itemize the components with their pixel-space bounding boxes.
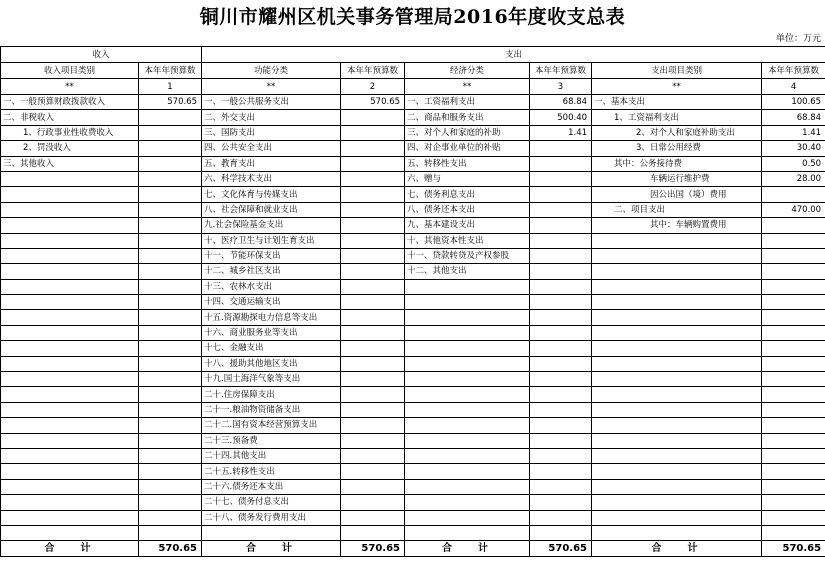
econ-value xyxy=(530,433,592,448)
income-item xyxy=(1,525,139,540)
income-value xyxy=(139,372,202,387)
income-value xyxy=(139,156,202,171)
income-item xyxy=(1,310,139,325)
func-item: 二十四.其他支出 xyxy=(202,448,341,463)
exp-value: 30.40 xyxy=(762,141,825,156)
func-item: 十六、商业服务业等支出 xyxy=(202,325,341,340)
func-item: 十二、城乡社区支出 xyxy=(202,264,341,279)
econ-item xyxy=(405,433,530,448)
num-cell: 2 xyxy=(341,79,405,95)
econ-item xyxy=(405,387,530,402)
exp-item: 二、项目支出 xyxy=(592,202,762,217)
econ-value xyxy=(530,387,592,402)
func-value xyxy=(341,125,405,140)
table-row xyxy=(1,464,825,479)
econ-item xyxy=(405,402,530,417)
exp-value xyxy=(762,233,825,248)
income-value xyxy=(139,264,202,279)
econ-value xyxy=(530,233,592,248)
econ-item xyxy=(405,464,530,479)
func-item: 五、教育支出 xyxy=(202,156,341,171)
table-row xyxy=(1,141,825,156)
income-item xyxy=(1,248,139,263)
table-row xyxy=(1,402,825,417)
exp-value xyxy=(762,310,825,325)
econ-value xyxy=(530,510,592,525)
econ-item: 七、债务利息支出 xyxy=(405,187,530,202)
exp-value xyxy=(762,387,825,402)
income-item: 二、非税收入 xyxy=(1,110,139,125)
econ-item xyxy=(405,356,530,371)
func-item: 十一、节能环保支出 xyxy=(202,248,341,263)
func-value xyxy=(341,325,405,340)
table-row xyxy=(1,248,825,263)
table-row xyxy=(1,218,825,233)
func-value xyxy=(341,156,405,171)
table-row xyxy=(1,433,825,448)
econ-value xyxy=(530,310,592,325)
econ-item xyxy=(405,525,530,540)
func-value xyxy=(341,310,405,325)
func-value xyxy=(341,295,405,310)
exp-value xyxy=(762,341,825,356)
table-row xyxy=(1,264,825,279)
exp-value xyxy=(762,372,825,387)
func-item: 十五.资源勘探电力信息等支出 xyxy=(202,310,341,325)
total-exp: 570.65 xyxy=(762,541,825,557)
exp-item: 其中：公务接待费 xyxy=(592,156,762,171)
page-title: 铜川市耀州区机关事务管理局2016年度收支总表 xyxy=(199,6,626,28)
econ-item xyxy=(405,479,530,494)
budget-table xyxy=(0,46,825,557)
exp-item xyxy=(592,356,762,371)
func-item: 二十三.预备费 xyxy=(202,433,341,448)
econ-value xyxy=(530,279,592,294)
star-cell: ** xyxy=(202,79,341,95)
exp-value xyxy=(762,325,825,340)
table-row xyxy=(1,495,825,510)
income-value xyxy=(139,356,202,371)
income-item xyxy=(1,202,139,217)
col-econ: 经济分类 xyxy=(405,63,530,79)
econ-item: 十、其他资本性支出 xyxy=(405,233,530,248)
income-header: 收入 xyxy=(1,47,202,63)
econ-value: 500.40 xyxy=(530,110,592,125)
func-item: 二十五.转移性支出 xyxy=(202,464,341,479)
econ-value xyxy=(530,525,592,540)
table-row xyxy=(1,125,825,140)
income-item: 2、罚没收入 xyxy=(1,141,139,156)
econ-item xyxy=(405,341,530,356)
exp-item xyxy=(592,264,762,279)
func-item: 七、文化体育与传媒支出 xyxy=(202,187,341,202)
func-value xyxy=(341,387,405,402)
exp-value: 28.00 xyxy=(762,171,825,186)
income-value xyxy=(139,448,202,463)
func-value xyxy=(341,110,405,125)
func-item: 一、一般公共服务支出 xyxy=(202,95,341,110)
func-value xyxy=(341,233,405,248)
exp-item: 车辆运行维护费 xyxy=(592,171,762,186)
income-value xyxy=(139,510,202,525)
col-budget-4: 本年年预算数 xyxy=(762,63,825,79)
income-value xyxy=(139,279,202,294)
exp-value xyxy=(762,248,825,263)
income-value: 570.65 xyxy=(139,95,202,110)
col-budget-3: 本年年预算数 xyxy=(530,63,592,79)
num-cell: 1 xyxy=(139,79,202,95)
func-value xyxy=(341,402,405,417)
unit-label: 单位：万元 xyxy=(775,34,821,44)
income-value xyxy=(139,479,202,494)
income-value xyxy=(139,233,202,248)
econ-item xyxy=(405,495,530,510)
exp-item xyxy=(592,233,762,248)
func-value: 570.65 xyxy=(341,95,405,110)
econ-item xyxy=(405,372,530,387)
exp-item: 2、对个人和家庭补助支出 xyxy=(592,125,762,140)
exp-item: 其中：车辆购置费用 xyxy=(592,218,762,233)
income-value xyxy=(139,525,202,540)
econ-value xyxy=(530,448,592,463)
exp-value xyxy=(762,433,825,448)
func-item: 十八、援助其他地区支出 xyxy=(202,356,341,371)
income-item xyxy=(1,448,139,463)
income-value xyxy=(139,141,202,156)
exp-value: 68.84 xyxy=(762,110,825,125)
table-row xyxy=(1,233,825,248)
econ-value xyxy=(530,418,592,433)
func-item: 二十六.债务还本支出 xyxy=(202,479,341,494)
func-value xyxy=(341,141,405,156)
econ-item xyxy=(405,295,530,310)
exp-item: 一、基本支出 xyxy=(592,95,762,110)
exp-item xyxy=(592,510,762,525)
table-row xyxy=(1,202,825,217)
exp-value xyxy=(762,218,825,233)
econ-value xyxy=(530,171,592,186)
econ-item: 二、商品和服务支出 xyxy=(405,110,530,125)
income-value xyxy=(139,418,202,433)
econ-item: 四、对企事业单位的补贴 xyxy=(405,141,530,156)
exp-value xyxy=(762,448,825,463)
star-cell: ** xyxy=(1,79,139,95)
func-item: 二、外交支出 xyxy=(202,110,341,125)
func-value xyxy=(341,356,405,371)
table-row xyxy=(1,325,825,340)
func-item: 十七、金融支出 xyxy=(202,341,341,356)
func-value xyxy=(341,171,405,186)
econ-item: 一、工资福利支出 xyxy=(405,95,530,110)
func-item: 十三、农林水支出 xyxy=(202,279,341,294)
econ-value xyxy=(530,264,592,279)
table-row xyxy=(1,525,825,540)
exp-value: 0.50 xyxy=(762,156,825,171)
func-value xyxy=(341,448,405,463)
income-value xyxy=(139,187,202,202)
econ-value xyxy=(530,372,592,387)
econ-value xyxy=(530,248,592,263)
econ-value xyxy=(530,218,592,233)
econ-item: 八、债务还本支出 xyxy=(405,202,530,217)
econ-item: 十二、其他支出 xyxy=(405,264,530,279)
exp-value xyxy=(762,464,825,479)
econ-item xyxy=(405,279,530,294)
expense-header: 支出 xyxy=(202,47,825,63)
income-value xyxy=(139,171,202,186)
income-item xyxy=(1,341,139,356)
table-row xyxy=(1,95,825,110)
income-value xyxy=(139,202,202,217)
econ-value xyxy=(530,464,592,479)
exp-item xyxy=(592,387,762,402)
exp-item xyxy=(592,495,762,510)
table-row xyxy=(1,510,825,525)
total-label: 合计 xyxy=(202,541,341,557)
func-item: 三、国防支出 xyxy=(202,125,341,140)
income-item xyxy=(1,479,139,494)
econ-value: 68.84 xyxy=(530,95,592,110)
exp-value: 470.00 xyxy=(762,202,825,217)
func-value xyxy=(341,495,405,510)
total-label: 合计 xyxy=(405,541,530,557)
econ-value xyxy=(530,202,592,217)
econ-item: 三、对个人和家庭的补助 xyxy=(405,125,530,140)
econ-value xyxy=(530,156,592,171)
income-value xyxy=(139,433,202,448)
income-value xyxy=(139,341,202,356)
exp-item: 1、工资福利支出 xyxy=(592,110,762,125)
func-value xyxy=(341,279,405,294)
func-value xyxy=(341,433,405,448)
exp-item xyxy=(592,295,762,310)
exp-item xyxy=(592,433,762,448)
econ-value xyxy=(530,141,592,156)
income-value xyxy=(139,110,202,125)
exp-item xyxy=(592,464,762,479)
col-func: 功能分类 xyxy=(202,63,341,79)
exp-value xyxy=(762,295,825,310)
income-item: 一、一般预算财政拨款收入 xyxy=(1,95,139,110)
income-value xyxy=(139,464,202,479)
exp-item: 因公出国（境）费用 xyxy=(592,187,762,202)
table-row xyxy=(1,156,825,171)
func-value xyxy=(341,418,405,433)
star-cell: ** xyxy=(592,79,762,95)
exp-item xyxy=(592,325,762,340)
income-item xyxy=(1,495,139,510)
table-row xyxy=(1,387,825,402)
income-item xyxy=(1,387,139,402)
income-item xyxy=(1,356,139,371)
econ-value xyxy=(530,187,592,202)
exp-value: 100.65 xyxy=(762,95,825,110)
exp-item xyxy=(592,402,762,417)
econ-item xyxy=(405,448,530,463)
func-value xyxy=(341,372,405,387)
total-func: 570.65 xyxy=(341,541,405,557)
table-row xyxy=(1,295,825,310)
income-item xyxy=(1,510,139,525)
income-value xyxy=(139,125,202,140)
income-item xyxy=(1,402,139,417)
income-item xyxy=(1,295,139,310)
exp-item xyxy=(592,279,762,294)
func-value xyxy=(341,202,405,217)
income-item xyxy=(1,279,139,294)
func-value xyxy=(341,525,405,540)
func-value xyxy=(341,341,405,356)
exp-value xyxy=(762,495,825,510)
exp-item xyxy=(592,341,762,356)
exp-value xyxy=(762,479,825,494)
income-value xyxy=(139,218,202,233)
income-item xyxy=(1,187,139,202)
econ-item xyxy=(405,510,530,525)
income-value xyxy=(139,402,202,417)
exp-value xyxy=(762,525,825,540)
econ-value xyxy=(530,295,592,310)
num-cell: 4 xyxy=(762,79,825,95)
income-item: 1、行政事业性收费收入 xyxy=(1,125,139,140)
func-item: 二十.住房保障支出 xyxy=(202,387,341,402)
func-item: 四、公共安全支出 xyxy=(202,141,341,156)
income-item xyxy=(1,372,139,387)
exp-item: 3、日常公用经费 xyxy=(592,141,762,156)
econ-value xyxy=(530,341,592,356)
func-item: 二十七、债务付息支出 xyxy=(202,495,341,510)
table-row xyxy=(1,279,825,294)
income-value xyxy=(139,310,202,325)
exp-value xyxy=(762,264,825,279)
table-row xyxy=(1,479,825,494)
income-item xyxy=(1,233,139,248)
exp-item xyxy=(592,310,762,325)
exp-value xyxy=(762,402,825,417)
econ-item: 五、转移性支出 xyxy=(405,156,530,171)
econ-value xyxy=(530,495,592,510)
func-item: 十九.国土海洋气象等支出 xyxy=(202,372,341,387)
total-row xyxy=(1,541,825,557)
econ-item xyxy=(405,418,530,433)
col-exp-type: 支出项目类别 xyxy=(592,63,762,79)
exp-value xyxy=(762,187,825,202)
table-row xyxy=(1,356,825,371)
exp-item xyxy=(592,248,762,263)
econ-item: 十一、贷款转贷及产权参股 xyxy=(405,248,530,263)
income-item xyxy=(1,171,139,186)
table-row xyxy=(1,418,825,433)
col-budget-2: 本年年预算数 xyxy=(341,63,405,79)
total-econ: 570.65 xyxy=(530,541,592,557)
col-income-type: 收入项目类别 xyxy=(1,63,139,79)
exp-value xyxy=(762,356,825,371)
income-item xyxy=(1,264,139,279)
func-item: 九.社会保险基金支出 xyxy=(202,218,341,233)
func-value xyxy=(341,187,405,202)
income-value xyxy=(139,295,202,310)
func-item: 二十二.国有资本经营预算支出 xyxy=(202,418,341,433)
func-value xyxy=(341,218,405,233)
table-row xyxy=(1,310,825,325)
num-cell: 3 xyxy=(530,79,592,95)
econ-value: 1.41 xyxy=(530,125,592,140)
total-label: 合计 xyxy=(592,541,762,557)
econ-item xyxy=(405,325,530,340)
func-value xyxy=(341,464,405,479)
income-item xyxy=(1,464,139,479)
star-cell: ** xyxy=(405,79,530,95)
table-row xyxy=(1,448,825,463)
func-item: 十四、交通运输支出 xyxy=(202,295,341,310)
exp-value: 1.41 xyxy=(762,125,825,140)
exp-item xyxy=(592,448,762,463)
func-item: 二十八、债务发行费用支出 xyxy=(202,510,341,525)
total-label: 合计 xyxy=(1,541,139,557)
func-item xyxy=(202,525,341,540)
exp-item xyxy=(592,525,762,540)
econ-value xyxy=(530,325,592,340)
func-value xyxy=(341,264,405,279)
exp-value xyxy=(762,279,825,294)
income-value xyxy=(139,248,202,263)
table-row xyxy=(1,171,825,186)
income-item: 三、其他收入 xyxy=(1,156,139,171)
exp-value xyxy=(762,510,825,525)
col-budget-1: 本年年预算数 xyxy=(139,63,202,79)
income-value xyxy=(139,495,202,510)
income-item xyxy=(1,433,139,448)
econ-item xyxy=(405,310,530,325)
func-value xyxy=(341,248,405,263)
econ-item: 九、基本建设支出 xyxy=(405,218,530,233)
func-value xyxy=(341,479,405,494)
func-item: 八、社会保障和就业支出 xyxy=(202,202,341,217)
income-value xyxy=(139,387,202,402)
income-value xyxy=(139,325,202,340)
func-value xyxy=(341,510,405,525)
income-item xyxy=(1,218,139,233)
func-item: 十、医疗卫生与计划生育支出 xyxy=(202,233,341,248)
income-item xyxy=(1,325,139,340)
exp-item xyxy=(592,418,762,433)
func-item: 二十一.粮油物资储备支出 xyxy=(202,402,341,417)
func-item: 六、科学技术支出 xyxy=(202,171,341,186)
exp-item xyxy=(592,372,762,387)
econ-value xyxy=(530,356,592,371)
exp-item xyxy=(592,479,762,494)
table-row xyxy=(1,372,825,387)
table-row xyxy=(1,187,825,202)
table-row xyxy=(1,341,825,356)
income-item xyxy=(1,418,139,433)
exp-value xyxy=(762,418,825,433)
total-income: 570.65 xyxy=(139,541,202,557)
econ-item: 六、赠与 xyxy=(405,171,530,186)
table-row xyxy=(1,110,825,125)
econ-value xyxy=(530,402,592,417)
econ-value xyxy=(530,479,592,494)
